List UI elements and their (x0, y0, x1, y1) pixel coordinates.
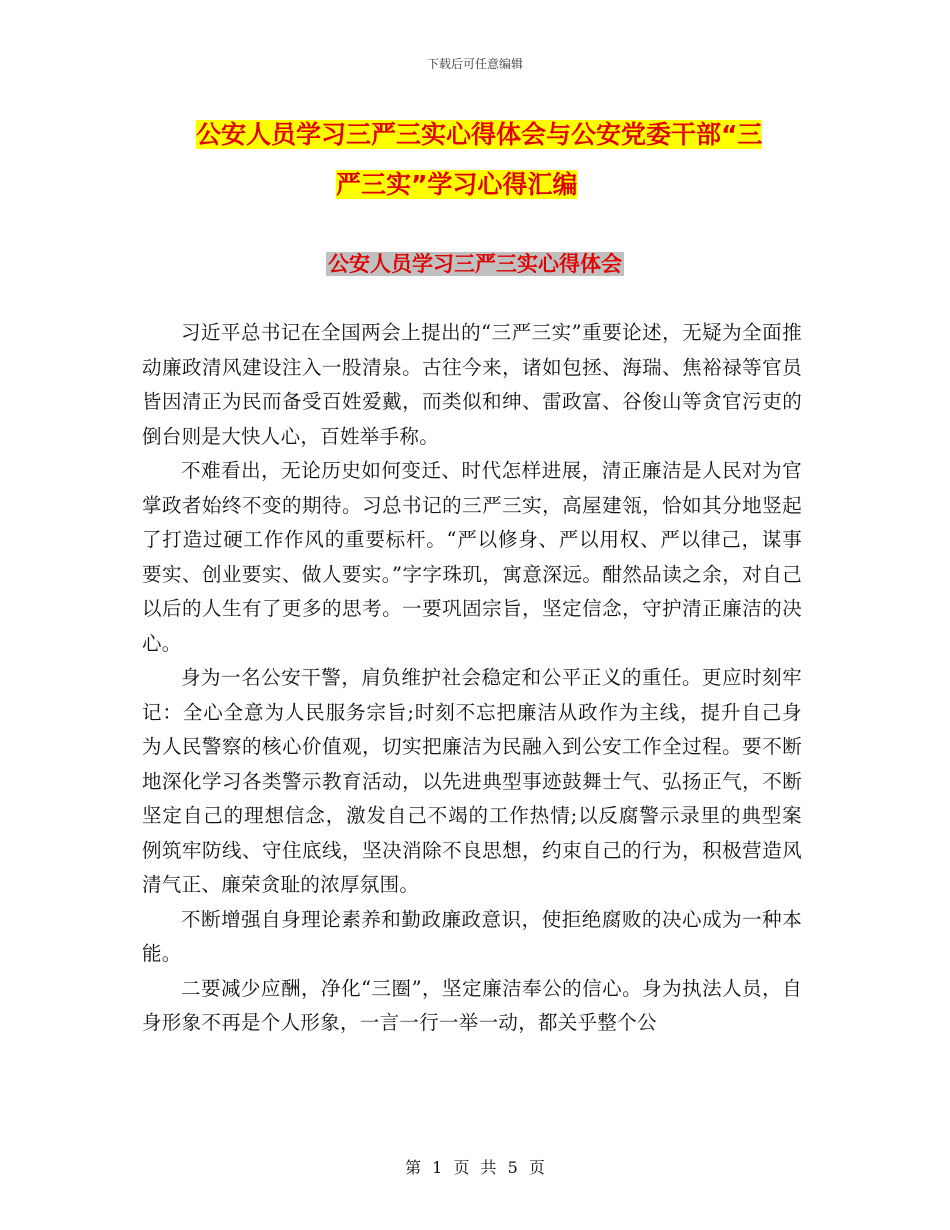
title-line-2: 严三实”学习心得汇编 (336, 170, 578, 199)
section-title-text: 公安人员学习三严三实心得体会 (328, 252, 622, 276)
page-footer: 第 1 页 共 5 页 (405, 1158, 545, 1177)
section-title (0, 248, 950, 280)
paragraph: 习近平总书记在全国两会上提出的“三严三实”重要论述，无疑为全面推动廉政清风建设注入一股清泉。古往今来，诸如包拯、海瑞、焦裕禄等官员皆因清正为民而备受百姓爱戴，而类似和绅、雷政富、谷俊山等贪官污吏的倒台则是大快人心，百姓举手称。 (142, 321, 802, 448)
paragraph: 二要减少应酬，净化“三圈”，坚定廉洁奉公的信心。身为执法人员，自身形象不再是个人形象，一言一行一举一动，都关乎整个公 (142, 976, 802, 1034)
paragraph: 不难看出，无论历史如何变迁、时代怎样进展，清正廉洁是人民对为官掌政者始终不变的期待。习总书记的三严三实，高屋建瓴，恰如其分地竖起了打造过硬工作作风的重要标杆。“严以修身、严以用权、严以律己，谋事要实、创业要实、做人要实。”字字珠玑，寓意深远。酣然品读之余，对自己以后的人生有了更多的思考。一要巩固宗旨，坚定信念，守护清正廉洁的决心。 (142, 459, 802, 655)
page-header: 下载后可任意编辑 (426, 57, 523, 71)
body-text (142, 316, 802, 1041)
title-line-1: 公安人员学习三严三实心得体会与公安党委干部“三 (196, 120, 763, 149)
paragraph: 不断增强自身理论素养和勤政廉政意识，使拒绝腐败的决心成为一种本能。 (142, 907, 802, 965)
paragraph: 身为一名公安干警，肩负维护社会稳定和公平正义的重任。更应时刻牢记：全心全意为人民服务宗旨;时刻不忘把廉洁从政作为主线，提升自己身为人民警察的核心价值观，切实把廉洁为民融入到公安工作全过程。要不断地深化学习各类警示教育活动，以先进典型事迹鼓舞士气、弘扬正气，不断坚定自己的理想信念，激发自己不竭的工作热情;以反腐警示录里的典型案例筑牢防线、守住底线，坚决消除不良思想，约束自己的行为，积极营造风清气正、廉荣贪耻的浓厚氛围。 (142, 666, 802, 896)
document-title (140, 110, 820, 210)
